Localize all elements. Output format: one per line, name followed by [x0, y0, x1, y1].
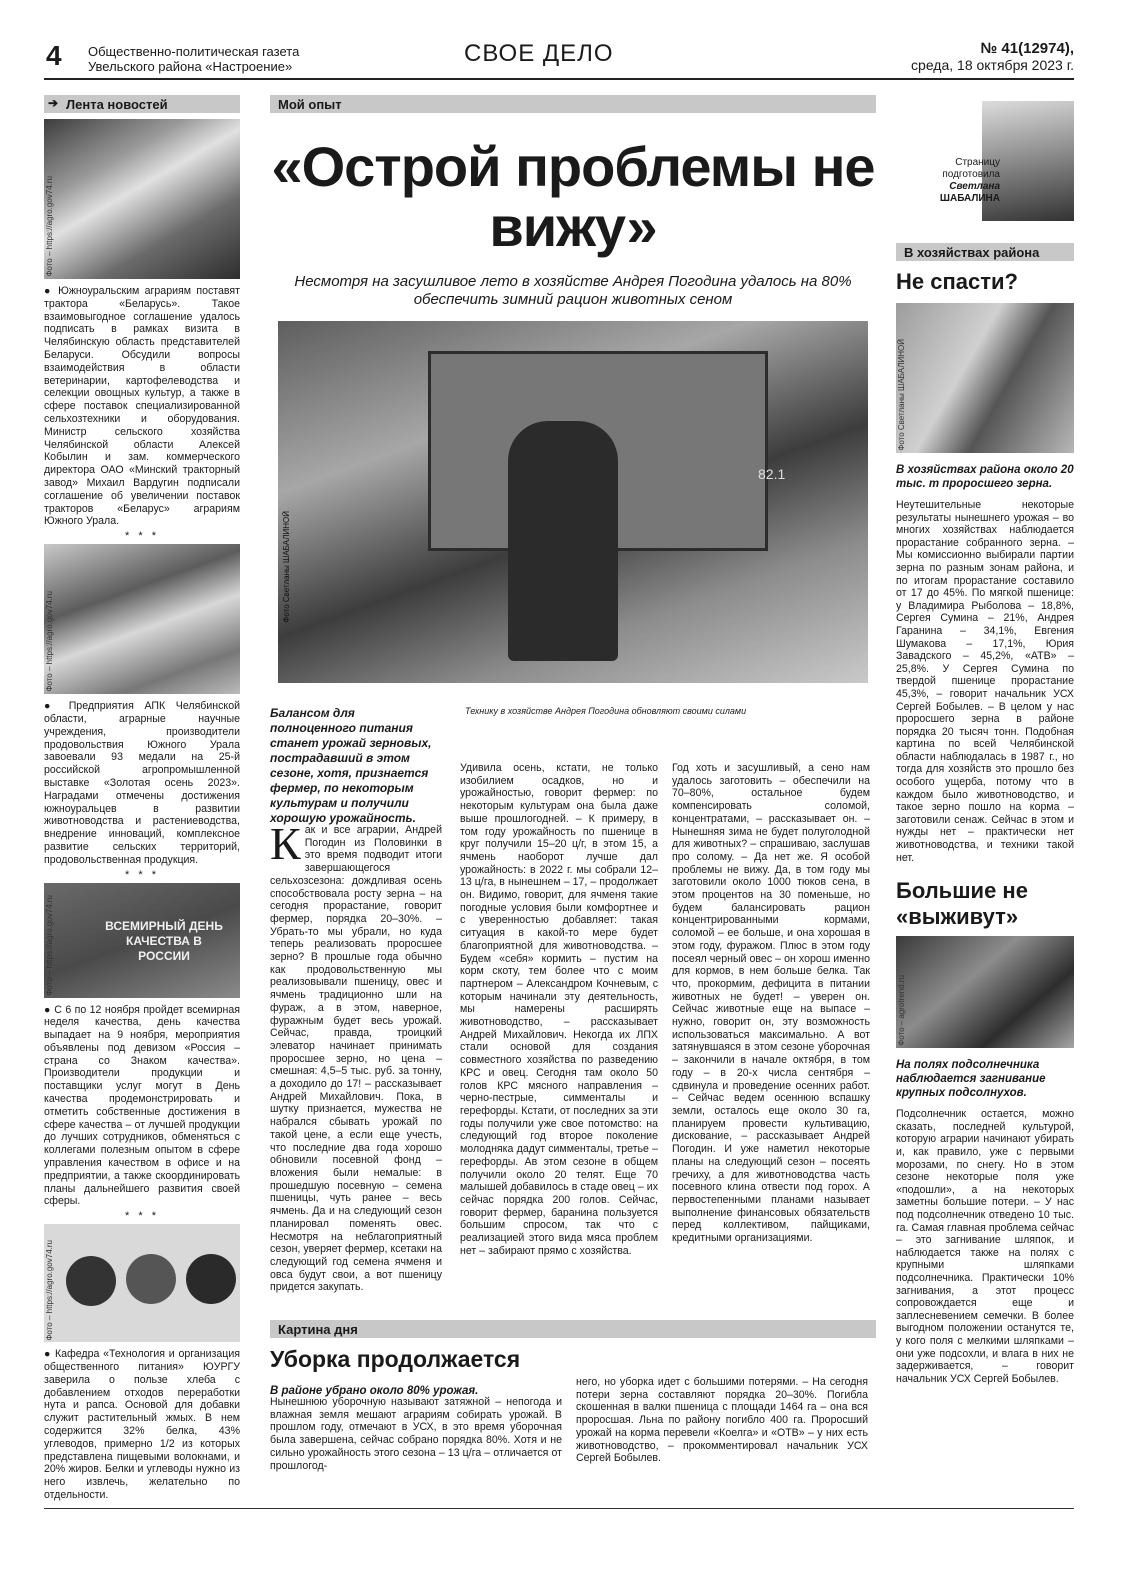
- article-column-3: Год хоть и засушливый, а сено нам удалось заготовить – обеспечили на 70–80%, остальное будем компенсировать соломой, концентратами, – рассказывает он. – Нынешняя зима не будет полуголодной для животных? – спрашиваю, заслушав про солому. – Да нет же. Я особой проблемы не вижу. Да, в том году мы заготовили около 1000 тюков сена, в этом процентов на 30 поменьше, но будем балансировать рацион концентрированными кормами, соломой – ее больше, и она хорошая в этом году, фуражом. Плюс в этом году посеял черный овес – он хорош именно для кормов, в нем больше белка. Так что, прокормим, дефицита в питании животных не будет! – уверен он. Сейчас животные еще на выпасе – нужно, говорит он, эту возможность использоваться максимально. А вот затянувшаяся в этом сезоне уборочная – закончили в начале октября, в том году – в 20-х числа сентября – сдвинула и проведение осенних работ. – Сейчас ведем осеннюю вспашку земли, осталось еще около 30 га, планируем провести культивацию, дискование, – рассказывает Андрей Погодин. И уже наметил некоторые планы на следующий сезон – посеять гречиху, а для животноводства часть посевного клина отвести под горох. А первостепенными планами называет выполнение финансовых обязательств перед коллективом, пайщиками, кредитными организациями.: [672, 762, 870, 1245]
- dropcap: К: [270, 818, 301, 869]
- article-headline: «Острой проблемы не вижу»: [271, 135, 875, 258]
- article-column-text: ак и все аграрии, Андрей Погодин из Половинки в это время подводит итоги завершающегося сельхозсезона: дождливая осень способствовала росту зерна – на сегодня прорастание, говорит фермер, порядка 20–30%. – Убрать-то мы убрали, но куда теперь реализовать проросшее зерно? В прошлые года обычно как продовольственную мы реализовывали пшеницу, овес и ячмень традиционно шли на фураж, а в этом, наверное, фуражным будет весь урожай. Сейчас, правда, троицкий элеватор начинает принимать проросшее зерно, но цена – смешная: 4,5–5 тыс. руб. за тонну, а доходило до 17! – рассказывает Андрей Михайлович. Пока, в шутку признается, мужества не набрался сбывать урожай по такой цене, а если еще учесть, что последние два года хорошо обновили посевной фонд – вложения были немалые: в прошедшую посевную – семена пшеницы, чуть ранее – весь ячмень. Да и на следующий сезон планировал поменять овес. Несмотря на неблагоприятный сезон, уверяет фермер, ксетаки на следующий год семена ячменя и овса будут свои, а вот пшеницу придется закупать.: [270, 824, 442, 1294]
- article-kicker: Балансом для полноценного питания станет урожай зерновых, пострадавший в этом сезоне, хотя, признается фермер, по некоторым культурам и получили хорошую урожайность.: [270, 706, 432, 825]
- author-surname: ШАБАЛИНА: [939, 193, 1000, 204]
- story-headline: Большие не «выживут»: [896, 878, 1028, 930]
- story-text: Подсолнечник остается, можно сказать, последней культурой, которую аграрии начинают убирать и, как правило, уже с первыми морозами, по снегу. Но в этом сезоне некоторые поля уже «подошли», а на некоторых заметны большие потери. – У нас под подсолнечник отведено 10 тыс. га. Самая главная проблема сейчас – это загнивание шляпок, и наблюдается также на полях с крупными шляпками подсолнечника. Практически 10% загнивания, а этот процесс сопровождается еще и заплесневением семечки. В более выгодном положении останутся те, у кого поля с мелкими шляпками – они уже подсохли, и влага в них не задерживается, – говорит начальник УСХ Сергей Бобылев.: [896, 1108, 1074, 1385]
- article-column-2: Удивила осень, кстати, не только изобилием осадков, но и урожайностью, говорит фермер: по некоторым культурам она была даже выше прошлогодней. – К примеру, в том году урожайность по пшенице в круг получили 15–20 ц/г, в этом 15, а ячмень наоборот лучше дал урожайность: в 2022 г. мы собрали 12–13 ц/га, в нынешнем – 17, – продолжает он. Видимо, говорит, для ячменя такие погодные условия были комфортнее и с уверенностью добавляет: такая ситуация в какой-то мере будет благоприятной для животноводства. – Будем «себя» кормить – пустим на корм скоту, тем более что с моим партнером – Александром Кочневым, с которым начинали эту деятельность, мы намерены расширять животноводство, – рассказывает Андрей Михайлович. Некогда их ЛПХ стали основой для создания совместного хозяйства по разведению КРС и овец. Сегодня там около 50 голов КРС мясного направления – черно-пестрые, симменталы и герефорды. Кстати, от последних за эти годы получили уже свое потомство: на следующий год второе поколение молодняка дадут симменталы, третье – герефорды. Ав этом сезоне в общем получили около 20 телят. Еще 70 малышей добавилось в стаде овец – их сейчас порядка 200 голов. Сейчас, говорит фермер, баранина пользуется большим спросом, так что с реализацией этого вида мяса проблем нет – забирают прямо с хозяйства.: [460, 762, 658, 1257]
- quality-day-banner: [44, 883, 240, 998]
- paper-title: [88, 44, 299, 74]
- photo-credit: Фото – https://agro.gov74.ru: [45, 176, 54, 277]
- harvest-article: [270, 1320, 876, 1498]
- paper-title-line1: Общественно-политическая газета: [88, 44, 300, 59]
- issue-number: № 41(12974),: [980, 40, 1074, 57]
- issue-date: среда, 18 октября 2023 г.: [911, 57, 1074, 73]
- news-feed-column: [44, 95, 240, 1502]
- story-subhead: На полях подсолнечника наблюдается загнивание крупных подсолнухов.: [896, 1059, 1046, 1100]
- harvest-headline: Уборка продолжается: [270, 1346, 521, 1372]
- photo-credit: Фото Светланы ШАБАЛИНОЙ: [282, 511, 291, 623]
- main-rubric: Мой опыт: [270, 95, 876, 113]
- sunflower-photo: [896, 936, 1074, 1048]
- photo-credit: Фото – https://agro.gov74.ru: [45, 1239, 54, 1341]
- paper-title-line2: Увельского района «Настроение»: [88, 59, 293, 74]
- author-block: [896, 95, 1074, 243]
- farmer-figure: [508, 421, 618, 661]
- news-item: ● Южноуральским аграриям поставят трактора «Беларусь». Такое взаимовыгодное соглашение удалось подписать в рамках визита в Челябинскую область представителей Беларуси. Обсудили вопросы взаимодействия в области ветеринарии, картофелеводства и селекции овощных культур, а также в сфере поставок специализированной сельхозтехники и оборудования. Министр сельского хозяйства Челябинской области Алексей Кобылин и зам. коммерческого директора ОАО «Минский тракторный завод» Михаил Вардугин подписали соглашение об увеличении поставок тракторов «Беларус» аграриям Южного Урала.: [44, 285, 240, 528]
- page-header: [44, 38, 1074, 80]
- author-name: Светлана: [949, 181, 1000, 192]
- author-credit: [916, 157, 1000, 205]
- article-column-1: [270, 818, 442, 1294]
- separator: * * *: [125, 868, 159, 881]
- meeting-photo: [44, 119, 240, 279]
- grain-photo: [896, 303, 1074, 453]
- page-number: 4: [46, 40, 62, 71]
- tractor-number: 82.1: [758, 466, 786, 482]
- banner-text: ВСЕМИРНЫЙ ДЕНЬ КАЧЕСТВА В РОССИИ: [105, 918, 223, 963]
- exhibition-photo: [44, 544, 240, 694]
- harvest-column-2: него, но уборка идет с большими потерями. – На сегодня потери зерна составляют порядка 20–30%. Погибла скошенная в валки пшеница с площади 1464 га – она вся проросшая. Льна по району погибло 400 га. Проросший урожай на корма перевели «Коелга» и «ОТВ» – у них есть животноводство, – прокомментировал начальник УСХ Сергей Бобылев.: [576, 1376, 868, 1465]
- bread-samples-photo: [44, 1224, 240, 1342]
- news-item: ● Предприятия АПК Челябинской области, аграрные научные учреждения, производители продовольствия Южного Урала завоевали 93 медали на 25-й российской агропромышленной выставке «Золотая осень 2023». Наградами отмечены достижения южноуральцев в развитии животноводства и растениеводства, внедрение инноваций, комплексное развитие сельских территорий, продовольственная продукция.: [44, 700, 240, 866]
- photo-credit: Фото – agrotrend.ru: [897, 975, 906, 1047]
- main-article: [270, 95, 876, 683]
- tractor-photo: [278, 321, 868, 683]
- article-lead: Несмотря на засушливое лето в хозяйстве Андрея Погодина удалось на 80% обеспечить зимний рацион животных сеном: [294, 273, 852, 308]
- news-feed-rubric: ➔ Лента новостей: [44, 95, 240, 113]
- separator: * * *: [125, 530, 159, 543]
- section-title: СВОЕ ДЕЛО: [464, 40, 614, 67]
- district-column: [896, 95, 1074, 1385]
- photo-credit: Фото – https://agro.gov74.ru: [45, 591, 54, 693]
- author-line: Страницу: [955, 157, 1000, 168]
- separator: * * *: [125, 1210, 159, 1223]
- story-subhead: В хозяйствах района около 20 тыс. т проросшего зерна.: [896, 464, 1074, 490]
- news-item: ● Кафедра «Технология и организация общественного питания» ЮУРГУ заверила о пользе хлеба с добавлением отходов переработки нута и рапса. Основой для добавки служит растительный жмых. В нем содержится 32% белка, 43% углеводов, примерно 1/2 из которых представлена пищевыми волокнами, и 20% жиров. Белки и углеводы нужно из него извлечь, желательно по отдельности.: [44, 1348, 240, 1502]
- photo-credit: Фото – https://agro.gov74.ru: [45, 894, 54, 996]
- photo-credit: Фото Светланы ШАБАЛИНОЙ: [897, 339, 906, 451]
- harvest-column-1: Нынешнюю уборочную называют затяжной – непогода и влажная земля мешают аграриям собирать урожай. В прошлом году, отмечают в УСХ, в это время уборочная была завершена, сейчас собрано порядка 80%. Хотя и не сильно урожайность этого сезона – 13 ц/га – отличается от прошлогод-: [270, 1396, 562, 1472]
- story-headline: Не спасти?: [896, 269, 1018, 294]
- article-body: [270, 706, 876, 1316]
- photo-caption: Технику в хозяйстве Андрея Погодина обновляют своими силами: [465, 706, 747, 716]
- day-picture-rubric: Картина дня: [270, 1320, 876, 1338]
- story-text: Неутешительные некоторые результаты нынешнего урожая – во многих хозяйствах наблюдается прорастание собранного зерна. – Мы комиссионно выбирали партии зерна по разным зонам района, и по итогам прорастание составило от 17 до 45%. По мягкой пшенице: у Владимира Рыболова – 18,8%, Сергея Сумина – 21%, Андрея Гаранина – 34,1%, Евгения Шумакова – 17,1%, Юрия Завадского – 45,2%, «АТВ» – 25,8%. У Сергея Сумина по твердой пшенице прорастание 45,3%, – говорит начальник УСХ Сергей Бобылев. – В целом у нас проросшего зерна в районе порядка 20 тысяч тонн. Подобная картина по всей Челябинской области наблюдалась в 1987 г., но тогда для хозяйств это прошло без особого ущерба, потому что в каждом было животноводство, и такое зерно пошло на корма – заготовили сенаж. Сейчас в этом и нужды нет – практически нет животноводства, и техники такой нет.: [896, 499, 1074, 864]
- district-rubric: В хозяйствах района: [896, 243, 1074, 261]
- author-line: подготовила: [942, 169, 1000, 180]
- issue-info: [911, 40, 1074, 73]
- harvest-subhead: В районе убрано около 80% урожая.: [270, 1385, 479, 1397]
- page-footer-rule: [44, 1508, 1074, 1509]
- news-item: ● С 6 по 12 ноября пройдет всемирная неделя качества, день качества выпадает на 9 ноября, мероприятия объявлены под девизом «Россия – страна со Знаком качества». Производители продукции и поставщики услуг могут в День качества продемонстрировать и отметить собственные достижения в сфере качества – от лучшей продукции до лучших сотрудников, обменяться с коллегами полезным опытом в сфере управления качеством в офисе и на предприятии, а также скоординировать планы дальнейшего развития своей сферы.: [44, 1004, 240, 1209]
